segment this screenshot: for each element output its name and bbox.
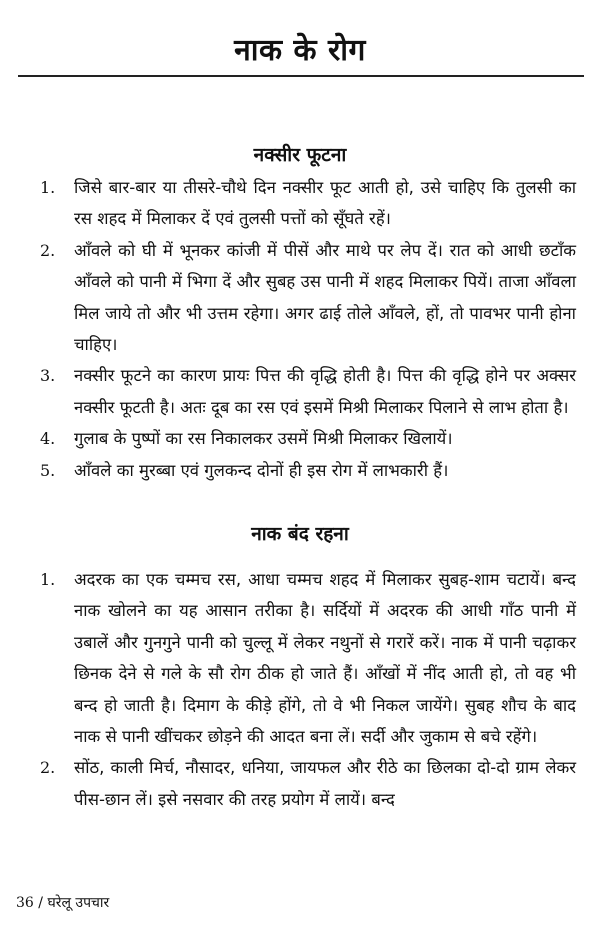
section-heading-nosebleed: नक्सीर फूटना xyxy=(253,144,347,166)
title-divider xyxy=(18,75,584,77)
item-number: 1. xyxy=(40,570,56,589)
list-item xyxy=(0,360,576,423)
item-text: सोंठ, काली मिर्च, नौसादर, धनिया, जायफल और रीठे का छिलका दो-दो ग्राम लेकर पीस-छान लें। इसे नसवार की तरह प्रयोग में लायें। बन्द xyxy=(74,758,576,809)
item-number: 2. xyxy=(40,758,56,778)
item-number: 2. xyxy=(40,240,56,260)
footer-separator: / xyxy=(38,895,43,911)
item-text: अदरक का एक चम्मच रस, आधा चम्मच शहद में मिलाकर सुबह-शाम चटायें। बन्द नाक खोलने का यह आसान तरीका है। सर्दियों में अदरक की आधी गाँठ पानी में उबालें और गुनगुने पानी को चुल्लू में लेकर नथुनों से गरारें करें। नाक में पानी चढ़ाकर छिनक देने से गले के सौ रोग ठीक हो जाते हैं। आँखों में नींद आती हो, तो वह भी बन्द हो जाती है। दिमाग के कीड़े होंगे, तो वे भी निकल जायेंगे। सुबह शौच के बाद नाक से पानी खींचकर छोड़ने की आदत बना लें। सर्दी और जुकाम से बचे रहेंगे। xyxy=(74,570,576,747)
list-item xyxy=(0,564,576,752)
list-item xyxy=(0,752,576,815)
item-number: 3. xyxy=(40,366,56,386)
page-footer xyxy=(16,893,109,912)
item-text: नक्सीर फूटने का कारण प्रायः पित्त की वृद्धि होती है। पित्त की वृद्धि होने पर अक्सर नक्सीर फूटती है। अतः दूब का रस एवं इसमें मिश्री मिलाकर पिलाने से लाभ होता है। xyxy=(74,366,576,417)
item-text: आँवले को घी में भूनकर कांजी में पीसें और माथे पर लेप दें। रात को आधी छटाँक आँवले को पानी में भिगा दें और सुबह उस पानी में शहद मिलाकर पियें। ताजा आँवला मिल जाये तो और भी उत्तम रहेगा। अगर ढाई तोले आँवले, हों, तो पावभर पानी होना चाहिए। xyxy=(74,240,576,355)
section-heading-blocked-nose: नाक बंद रहना xyxy=(251,523,349,545)
item-number: 4. xyxy=(40,429,56,449)
list-item xyxy=(0,172,576,235)
chapter-title: नाक के रोग xyxy=(234,33,366,68)
list-item xyxy=(0,235,576,361)
item-text: गुलाब के पुष्पों का रस निकालकर उसमें मिश्री मिलाकर खिलायें। xyxy=(74,429,453,449)
blocked-nose-remedy-list xyxy=(0,564,600,815)
item-text: आँवले का मुरब्बा एवं गुलकन्द दोनों ही इस रोग में लाभकारी हैं। xyxy=(74,460,449,480)
nosebleed-remedy-list xyxy=(0,172,600,486)
item-number: 5. xyxy=(40,460,56,480)
page-number: 36 xyxy=(16,895,34,911)
item-number: 1. xyxy=(40,178,56,197)
item-text: जिसे बार-बार या तीसरे-चौथे दिन नक्सीर फूट आती हो, उसे चाहिए कि तुलसी का रस शहद में मिलाकर दें एवं तुलसी पत्तों को सूँघते रहें। xyxy=(74,178,576,229)
list-item xyxy=(0,423,576,454)
book-title: घरेलू उपचार xyxy=(47,895,110,911)
list-item xyxy=(0,455,576,486)
